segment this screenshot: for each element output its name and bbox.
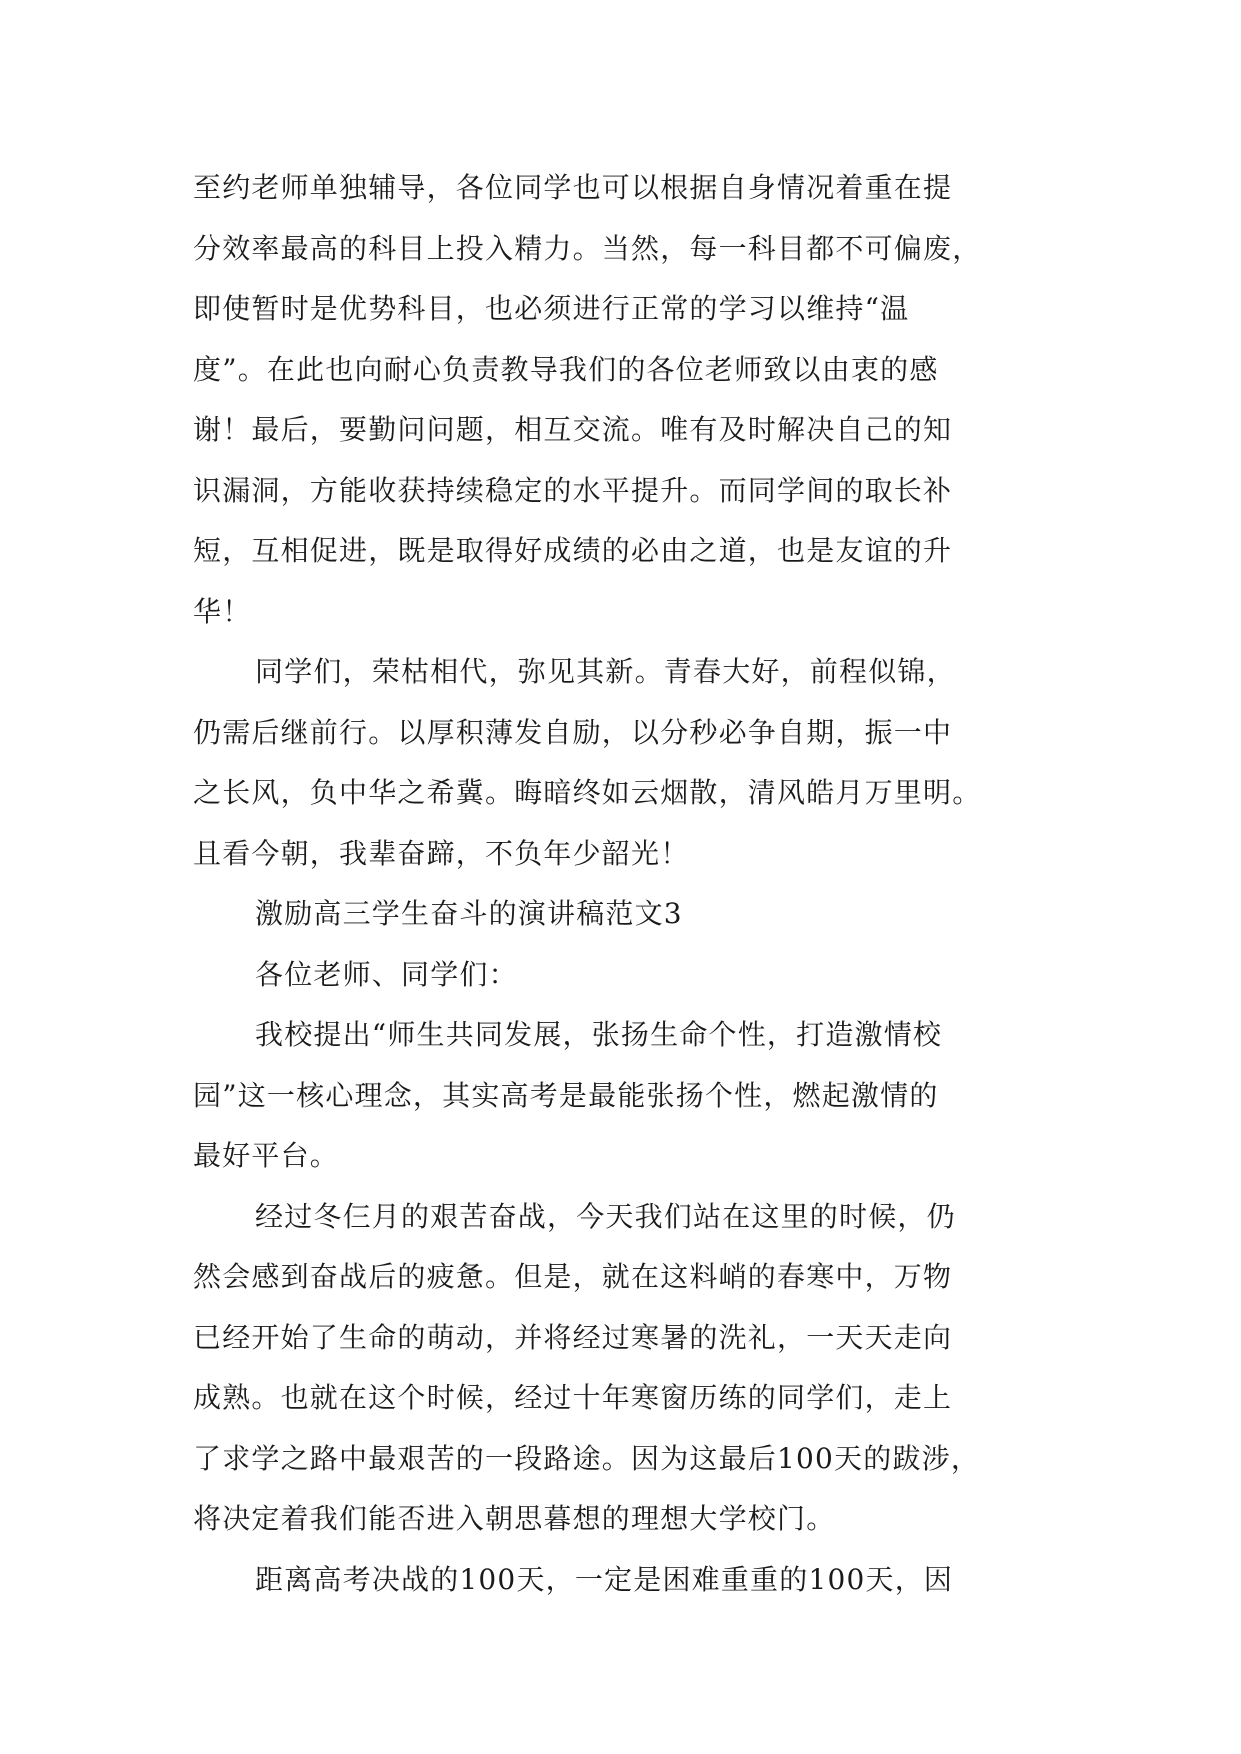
document-body <box>193 158 1063 1610</box>
text-line: 园”这一核心理念，其实高考是最能张扬个性，燃起激情的 <box>193 1078 939 1112</box>
text-line: 华！ <box>193 594 252 628</box>
text-line: 成熟。也就在这个时候，经过十年寒窗历练的同学们，走上 <box>193 1381 953 1414</box>
text-line: 谢！最后，要勤问问题，相互交流。唯有及时解决自己的知 <box>193 413 953 446</box>
text-line: 距离高考决战的100天，一定是困难重重的100天，因 <box>255 1562 954 1596</box>
text-line: 仍需后继前行。以厚积薄发自励，以分秒必争自期，振一中 <box>193 715 953 749</box>
text-line: 同学们，荣枯相代，弥见其新。青春大好，前程似锦， <box>255 655 956 688</box>
text-line: 最好平台。 <box>193 1139 340 1172</box>
text-line: 我校提出“师生共同发展，张扬生命个性，打造激情校 <box>255 1018 943 1051</box>
text-line: 短，互相促进，既是取得好成绩的必由之道，也是友谊的升 <box>193 534 953 567</box>
text-line: 度”。在此也向耐心负责教导我们的各位老师致以由衷的感 <box>193 352 939 386</box>
text-line: 识漏洞，方能收获持续稳定的水平提升。而同学间的取长补 <box>193 473 953 507</box>
text-line: 且看今朝，我辈奋蹄，不负年少韶光！ <box>193 836 690 870</box>
text-line: 分效率最高的科目上投入精力。当然，每一科目都不可偏废， <box>193 231 982 265</box>
text-line: 至约老师单独辅导，各位同学也可以根据自身情况着重在提 <box>193 171 953 204</box>
text-line: 激励高三学生奋斗的演讲稿范文3 <box>255 897 683 930</box>
text-line: 经过冬仨月的艰苦奋战，今天我们站在这里的时候，仍 <box>255 1199 956 1233</box>
text-line: 已经开始了生命的萌动，并将经过寒暑的洗礼，一天天走向 <box>193 1320 953 1354</box>
text-line: 各位老师、同学们： <box>255 957 518 991</box>
text-line: 将决定着我们能否进入朝思暮想的理想大学校门。 <box>193 1502 836 1535</box>
text-line: 了求学之路中最艰苦的一段路途。因为这最后100天的跋涉， <box>193 1441 981 1475</box>
text-line: 然会感到奋战后的疲惫。但是，就在这料峭的春寒中，万物 <box>193 1260 953 1293</box>
text-line: 即使暂时是优势科目，也必须进行正常的学习以维持“温 <box>193 292 910 325</box>
text-line: 之长风，负中华之希冀。晦暗终如云烟散，清风皓月万里明。 <box>193 776 982 809</box>
